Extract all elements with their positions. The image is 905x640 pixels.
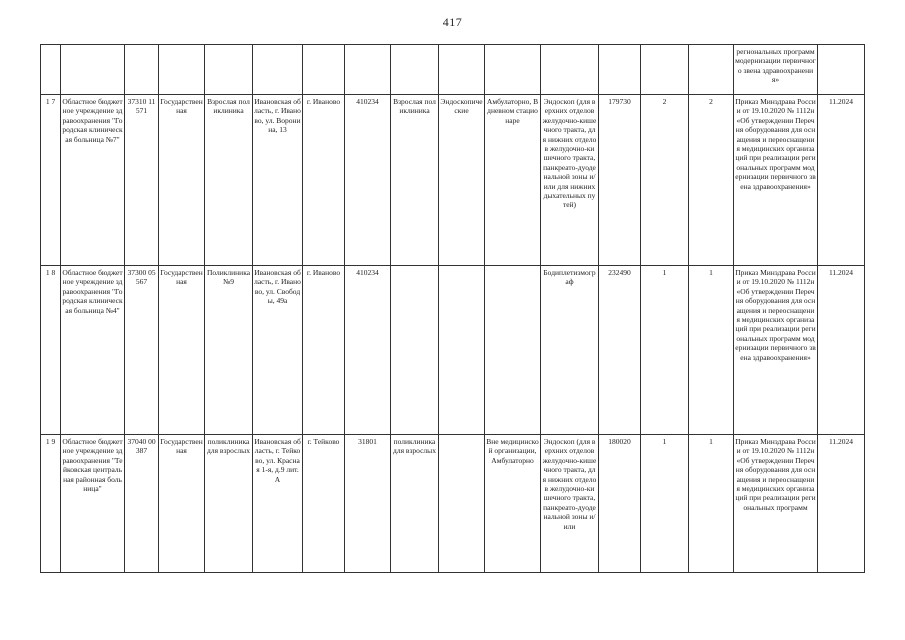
date-cell: 11.2024 <box>818 435 865 573</box>
equipment-cell: Эндоскоп (для верхних отделов желудочно-кишечного тракта, для нижних отделов желудочно-кишечного тракта, панкреато-дуоденальной зоны и/или для нижних дыхательных путей) <box>541 95 599 266</box>
org-code-cell: 37300 05567 <box>125 266 159 435</box>
page-number: 417 <box>442 15 463 29</box>
equipment-code-cell: 232490 <box>599 266 641 435</box>
care-cell: Амбулаторно, В дневном стационаре <box>485 95 541 266</box>
organization-cell: Областное бюджетное учреждение здравоохранения "Городская клиническая больница №7" <box>61 95 125 266</box>
row-number: 1 7 <box>41 95 61 266</box>
address-cell: Ивановская область, г. Иваново, ул. Воронина, 13 <box>253 95 303 266</box>
equipment-code-cell: 180020 <box>599 435 641 573</box>
city-cell: г. Иваново <box>303 95 345 266</box>
ownership-cell: Государственная <box>159 435 205 573</box>
unit-cell <box>391 266 439 435</box>
quantity-cell: 1 <box>641 266 689 435</box>
table-row <box>41 45 865 95</box>
equipment-table <box>40 44 865 573</box>
order-cell: Приказ Минздрава России от 19.10.2020 № 1112н «Об утверждении Перечня оборудования для оснащения и переоснащения медицинских организаций при реализации региональных программ модернизации первичного звена здравоохранения» <box>734 266 818 435</box>
table-row <box>41 435 865 573</box>
org-code-cell: 37040 00387 <box>125 435 159 573</box>
quantity-cell: 2 <box>689 95 734 266</box>
address-cell: Ивановская область, г. Иваново, ул. Свободы, 49а <box>253 266 303 435</box>
city-cell: г. Тейково <box>303 435 345 573</box>
index-cell: 410234 <box>345 95 391 266</box>
order-cell: регнональных программ модернизации первичного звена здравоохранения» <box>734 45 818 95</box>
organization-cell: Областное бюджетное учреждение здравоохранения "Городская клиническая больница №4" <box>61 266 125 435</box>
quantity-cell: 1 <box>689 435 734 573</box>
unit-cell: Взрослая поликлиника <box>391 95 439 266</box>
division-cell: Поликлиника №9 <box>205 266 253 435</box>
table-row <box>41 266 865 435</box>
row-number: 1 8 <box>41 266 61 435</box>
profile-cell <box>439 266 485 435</box>
index-cell: 31801 <box>345 435 391 573</box>
equipment-cell: Бодиплетизмограф <box>541 266 599 435</box>
org-code-cell: 37310 11571 <box>125 95 159 266</box>
profile-cell: Эндоскопические <box>439 95 485 266</box>
order-cell: Приказ Минздрава России от 19.10.2020 № 1112н «Об утверждении Перечня оборудования для оснащения и переоснащения медицинских организаций при реализации региональных программ <box>734 435 818 573</box>
order-cell: Приказ Минздрава России от 19.10.2020 № 1112н «Об утверждении Перечня оборудования для оснащения и переоснащения медицинских организаций при реализации региональных программ модернизации первичного звена здравоохранения» <box>734 95 818 266</box>
unit-cell: поликлиника для взрослых <box>391 435 439 573</box>
care-cell: Вне медицинской организации, Амбулаторно <box>485 435 541 573</box>
table-row <box>41 95 865 266</box>
address-cell: Ивановская область, г. Тейково, ул. Красная 1-я, д.9 лит.А <box>253 435 303 573</box>
division-cell: поликлиника для взрослых <box>205 435 253 573</box>
profile-cell <box>439 435 485 573</box>
care-cell <box>485 266 541 435</box>
equipment-code-cell: 179730 <box>599 95 641 266</box>
division-cell: Взрослая поликлиника <box>205 95 253 266</box>
city-cell: г. Иваново <box>303 266 345 435</box>
date-cell: 11.2024 <box>818 266 865 435</box>
row-number: 1 9 <box>41 435 61 573</box>
ownership-cell: Государственная <box>159 95 205 266</box>
quantity-cell: 1 <box>689 266 734 435</box>
date-cell: 11.2024 <box>818 95 865 266</box>
equipment-cell: Эндоскоп (для верхних отделов желудочно-кишечного тракта, для нижних отделов желудочно-кишечного тракта, панкреато-дуоденальной зоны и/или <box>541 435 599 573</box>
quantity-cell: 1 <box>641 435 689 573</box>
index-cell: 410234 <box>345 266 391 435</box>
organization-cell: Областное бюджетное учреждение здравоохранения "Тейковская центральная районная больница" <box>61 435 125 573</box>
quantity-cell: 2 <box>641 95 689 266</box>
ownership-cell: Государственная <box>159 266 205 435</box>
